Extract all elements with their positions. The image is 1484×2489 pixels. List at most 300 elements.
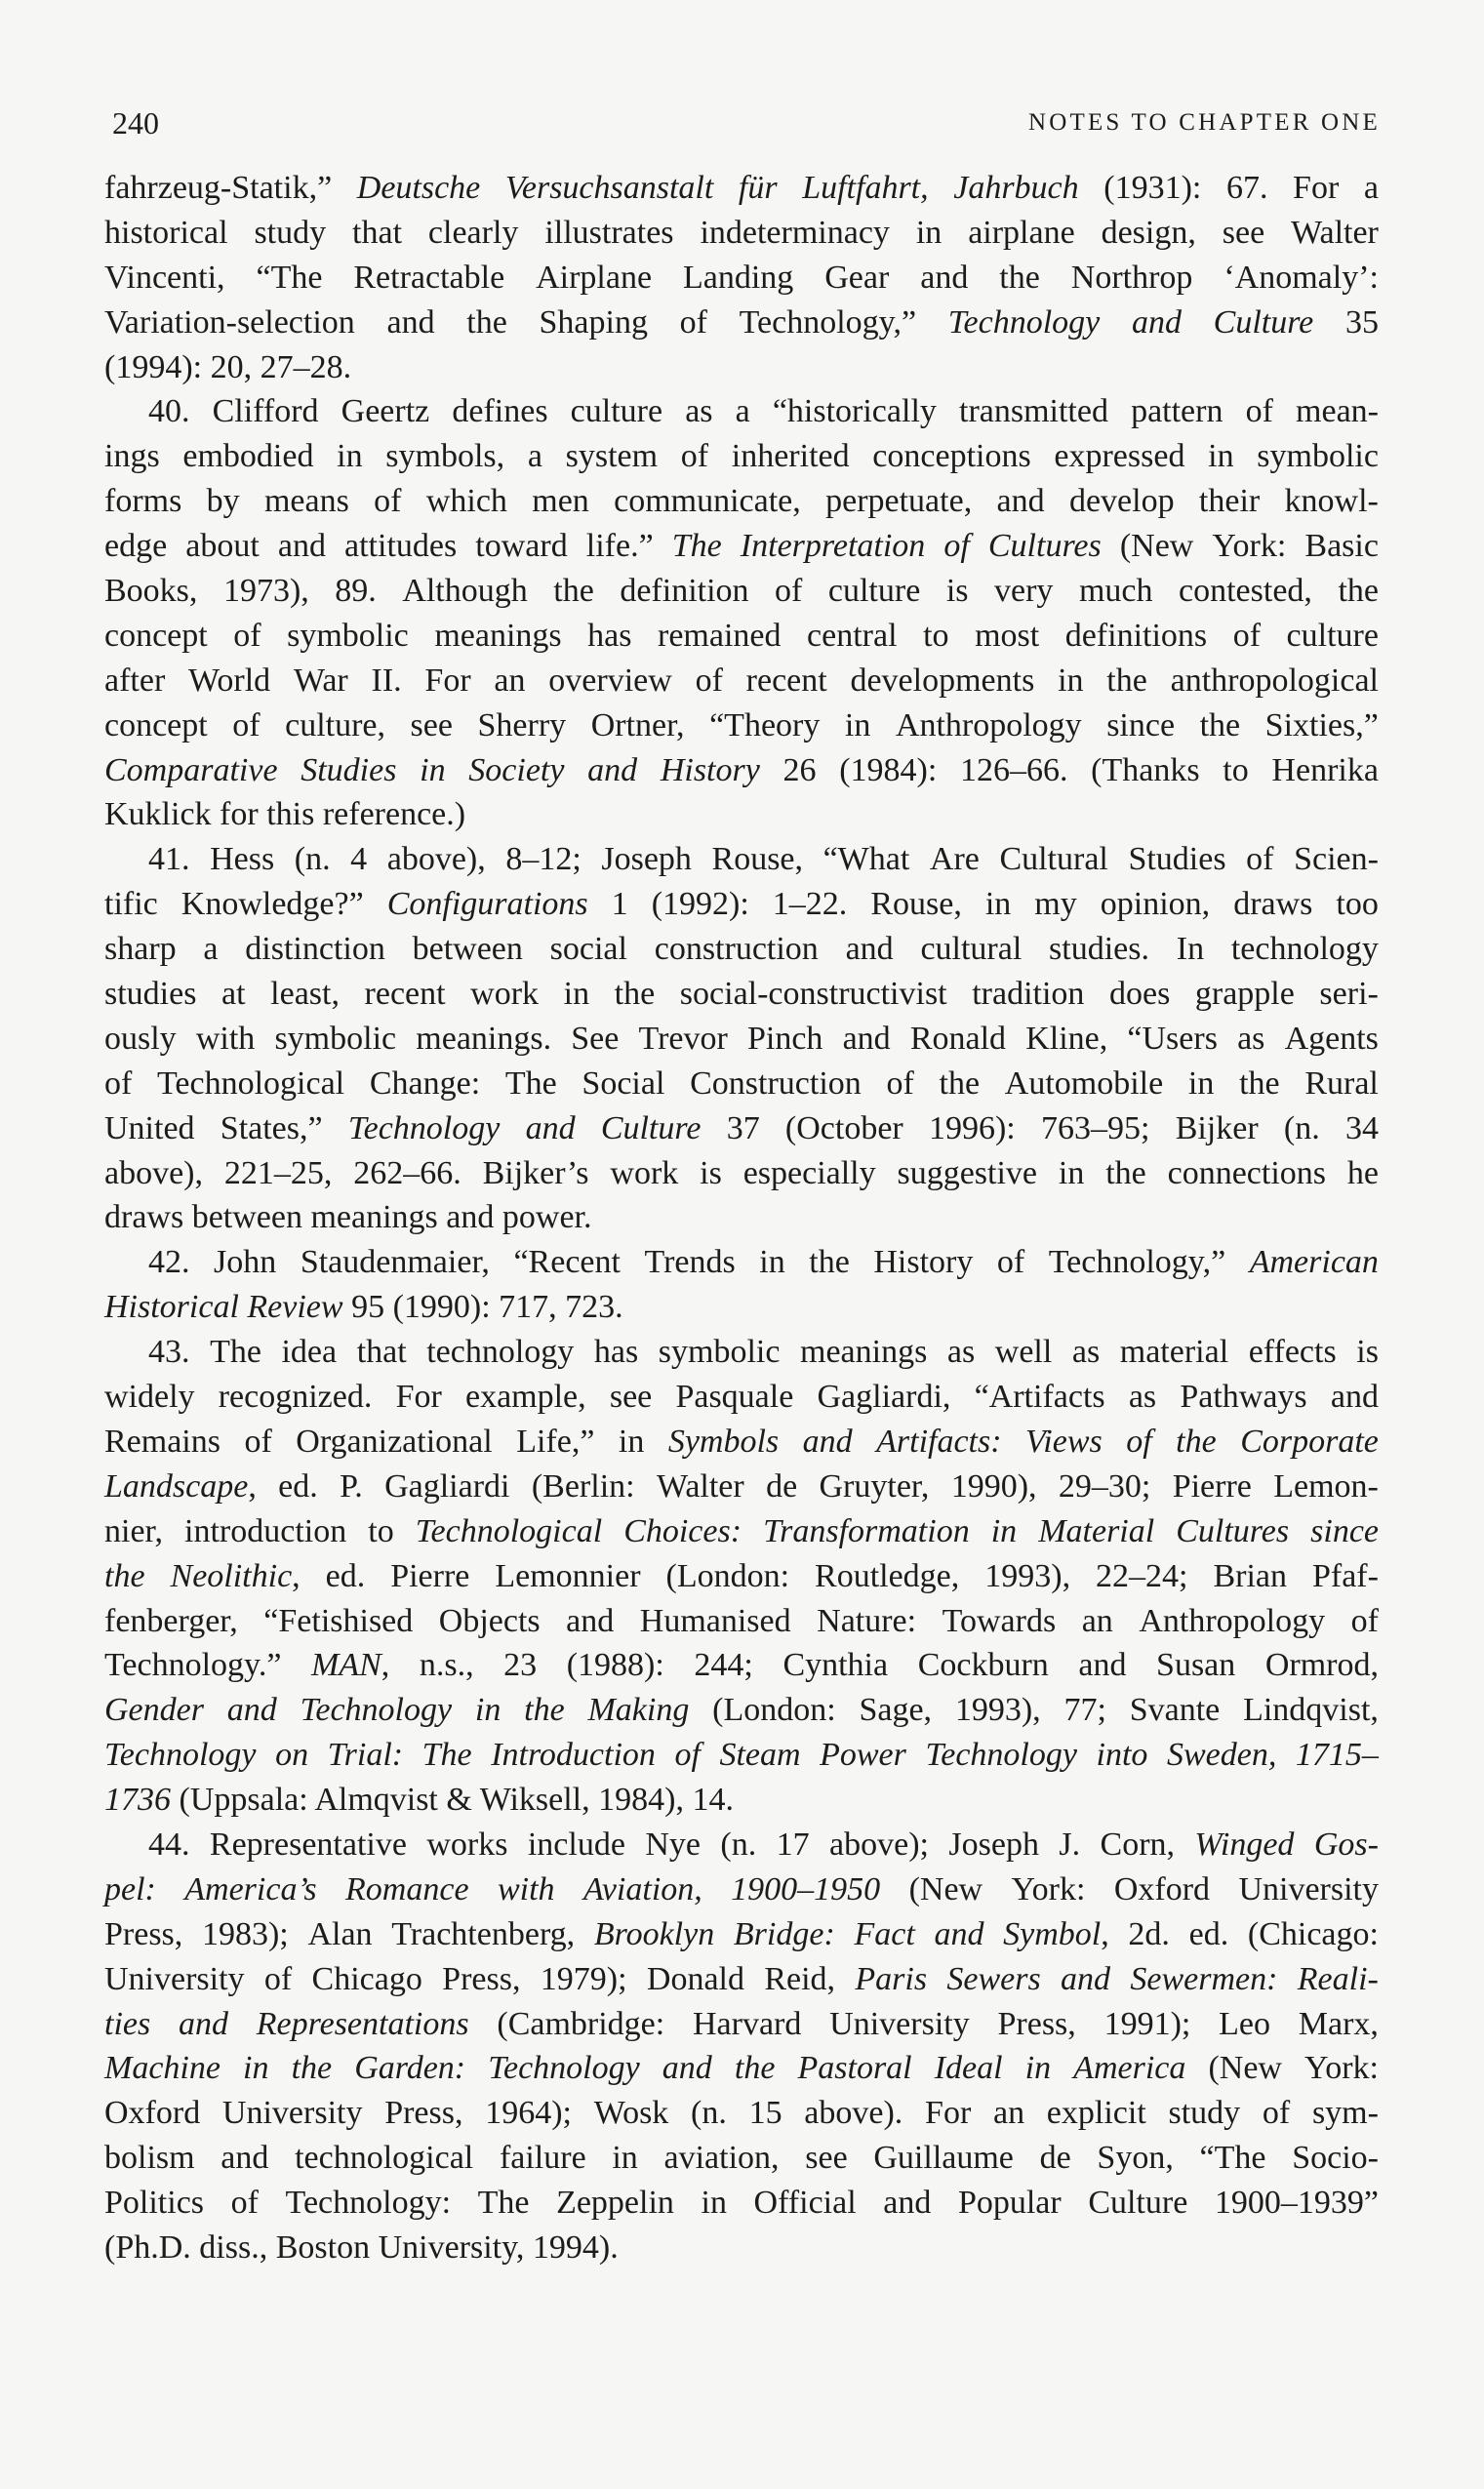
text-run: and [221,2140,269,2177]
word [850,659,1034,703]
italic-text: Corporate [1240,1423,1379,1460]
word [598,1782,684,1818]
word [683,256,793,301]
text-run: Susan [1156,1647,1236,1684]
word [658,614,782,659]
word [839,748,937,793]
word [820,1465,930,1509]
word [685,389,712,434]
word [199,2229,267,2266]
text-line [104,614,1379,659]
word [897,1151,1037,1196]
word [416,1017,551,1062]
text-run: edge [104,528,168,565]
word [426,1823,507,1867]
word [1298,1957,1379,2002]
text-run: (1992): [651,886,749,923]
word [416,1509,602,1554]
word [104,796,212,832]
word [439,1599,541,1644]
text-run: Construction [690,1064,862,1102]
text-run: developments [850,662,1035,699]
word [286,2181,451,2226]
text-run: social-constructivist [679,976,947,1013]
word [1025,2046,1051,2091]
word [807,614,898,659]
text-run: 26 [782,751,817,788]
word [245,927,385,972]
word [1287,614,1379,659]
text-run: Donald [646,1960,744,1997]
word [1292,2136,1379,2181]
text-run: 1984), [598,1782,684,1819]
running-head: NOTES TO CHAPTER ONE [1027,109,1381,136]
word [171,1554,301,1599]
word [1059,1151,1084,1196]
text-run: Shaping [539,303,648,341]
word [264,479,349,524]
word [1215,2181,1379,2226]
text-run: Press, [384,2095,463,2132]
italic-text: Neolithic [170,1557,293,1594]
word [104,614,208,659]
text-run: (1988): [566,1647,664,1684]
word [104,211,228,256]
text-run: Official [753,2185,857,2222]
italic-text: Sewermen: [1130,1960,1278,1997]
text-run: the [939,1064,981,1102]
text-run: “The [1199,2140,1266,2177]
word [104,1420,221,1465]
word [1106,659,1147,703]
text-run: Brian [1213,1557,1288,1594]
text-run: “Artifacts [974,1379,1105,1416]
text-run: attitudes [344,528,458,565]
word [312,1957,422,2002]
word [1296,389,1379,434]
word [1246,837,1273,882]
text-run: , [1101,1915,1109,1952]
word [210,1330,261,1375]
word [749,2091,782,2136]
text-run: study [254,214,327,251]
text-line [104,1823,1379,1867]
text-run: he [1346,1154,1379,1191]
word [1319,972,1378,1017]
word [424,659,470,703]
text-run: between [191,1199,302,1236]
text-run: include [527,1826,625,1863]
word [1078,1643,1126,1688]
word [1199,479,1260,524]
word [583,1867,702,1912]
text-run: illustrates [544,214,674,251]
word [210,837,274,882]
text-run: & [446,1782,472,1819]
word [148,1330,190,1375]
text-run: (1994): [104,348,203,385]
word [666,1554,790,1599]
word [1200,2136,1266,2181]
text-run: in [915,214,943,251]
word [1296,1733,1379,1778]
word [384,1465,509,1509]
text-run: Pfaf- [1311,1557,1379,1594]
word [1129,1375,1156,1420]
text-run: indeterminacy [700,214,890,251]
text-run: a [203,931,219,968]
word [747,1017,822,1062]
text-run: perpetuate, [825,483,973,520]
word [1173,1465,1252,1509]
word [452,389,547,434]
word [104,1957,245,2002]
text-run: (Chicago: [1247,1915,1379,1952]
text-line [104,345,1379,390]
text-run: 1996): [928,1109,1016,1146]
word [350,837,367,882]
word [502,1199,592,1235]
word [1176,1509,1289,1554]
word [1128,837,1225,882]
text-run: “Fetishised [263,1602,414,1639]
text-run: of [232,706,261,743]
text-run: (1990): [392,1289,491,1326]
italic-text: MAN [310,1647,381,1684]
italic-text: Steam [719,1737,801,1774]
text-run: Reid, [764,1960,836,1997]
word [1088,2181,1187,2226]
word [1248,1912,1379,1957]
text-run: 20, [210,348,253,385]
word [1003,1912,1109,1957]
italic-text: and [662,2050,712,2087]
word [1049,927,1149,972]
text-run: above); [829,1826,929,1863]
text-line [104,1599,1379,1644]
text-run: remained [658,617,782,654]
word [934,1912,983,1957]
word [843,1017,891,1062]
word [157,1062,344,1106]
italic-text: Historical [104,1289,239,1326]
text-run: n.s., [419,1647,474,1684]
text-run: Are [929,841,980,878]
text-run: Clifford [212,393,319,430]
text-run: 14. [692,1782,734,1819]
text-run: Press, [997,2005,1076,2042]
word [594,2091,669,2136]
italic-text: Power [820,1737,906,1774]
text-run: inherited [731,438,850,475]
word [639,1017,728,1062]
word [1126,1420,1151,1465]
word [1310,1509,1379,1554]
page-number: 240 [112,105,159,141]
text-run: Sage, [859,1692,933,1729]
word [571,1017,619,1062]
text-run: Lemon- [1273,1467,1379,1505]
word [104,1289,239,1325]
word [991,1509,1017,1554]
text-run: concept [104,706,208,743]
word [422,1733,472,1778]
word [680,301,707,345]
italic-text: Ideal [934,2050,1003,2087]
text-run: (n. [1283,1109,1320,1146]
word [955,1688,1041,1733]
text-run: Pasquale [675,1379,794,1416]
italic-text: Gos- [1313,1826,1379,1863]
word [221,1106,323,1151]
word [524,1688,565,1733]
text-run: Technology,” [739,303,917,341]
text-run: Socio- [1292,2140,1379,2177]
text-run: bolism [104,2140,195,2177]
text-run: See [571,1020,620,1057]
word [782,1643,888,1688]
word [387,882,588,927]
text-run: Wiksell, [479,1782,590,1819]
word [594,1912,714,1957]
text-run: ‘Anomaly’: [1223,259,1379,296]
word [873,1240,973,1285]
word [652,882,749,927]
text-run: suggestive [897,1154,1038,1191]
word [743,1151,876,1196]
italic-text: Choices: [623,1512,742,1549]
word [876,1420,1001,1465]
word [505,1062,557,1106]
text-line [104,1240,1379,1285]
italic-text: Artifacts: [876,1423,1002,1460]
word [232,703,260,748]
text-run: Sixties,” [1264,706,1379,743]
word [553,569,594,614]
word [647,1957,744,2002]
word [731,1867,880,1912]
text-run: Politics [104,2185,205,2222]
word [1130,1688,1221,1733]
word [1213,1554,1287,1599]
text-run: Popular [957,2185,1062,2222]
text-run: Although [402,573,528,610]
text-run: “The [256,259,323,296]
text-run: does [1108,976,1171,1013]
text-line [104,434,1379,479]
text-run: communicate, [614,483,801,520]
word [798,2046,912,2091]
text-run: their [1198,483,1261,520]
word [214,1240,276,1285]
word [1285,479,1379,524]
word [379,2229,525,2266]
word [104,1782,171,1818]
text-run: (Uppsala: [179,1782,308,1819]
italic-text: Society [468,751,565,788]
word [104,569,197,614]
word [732,434,850,479]
text-run: of [1232,617,1262,654]
notes-body [104,166,1379,2270]
text-run: History [873,1244,974,1281]
word [1304,524,1379,569]
text-run: Ronald [909,1020,1007,1057]
text-run: 1983); [201,1915,289,1952]
italic-text: the [1176,1423,1217,1460]
text-run: Change: [369,1064,481,1102]
word [690,1062,862,1106]
word [231,2181,259,2226]
word [803,1420,853,1465]
word [645,1240,736,1285]
word [947,1330,975,1375]
word [281,1330,337,1375]
word [148,389,190,434]
text-run: Trevor [638,1020,728,1057]
word [244,1420,271,1465]
text-run: University [104,1960,245,1997]
italic-text: and [934,1915,984,1952]
text-run: of [1262,2095,1291,2132]
word [997,479,1045,524]
word [485,2091,572,2136]
word [940,1062,981,1106]
word [773,882,848,927]
word [213,389,319,434]
text-run: the [1239,1064,1280,1102]
text-run: (1984): [839,751,938,788]
word [1101,882,1210,927]
word [766,1465,797,1509]
italic-text: the [524,1692,565,1729]
text-run: tradition [972,976,1085,1013]
text-run: 27–28. [260,348,352,385]
word [817,1599,916,1644]
italic-text: the [734,2050,776,2087]
word [968,211,1075,256]
italic-text: Studies [301,751,397,788]
word [341,389,430,434]
text-run: In [1176,931,1205,968]
word [1101,1823,1176,1867]
word [223,569,309,614]
word [247,1289,342,1325]
text-run: ings [104,438,160,475]
word [601,837,692,882]
word [1233,882,1312,927]
text-run: , [248,1467,257,1505]
text-run: seri- [1319,976,1379,1013]
word [601,1106,702,1151]
word [610,1151,678,1196]
text-run: in [1187,1064,1215,1102]
italic-text: Reali- [1297,1960,1379,1997]
word [184,1867,316,1912]
word [859,1688,932,1733]
word [505,837,581,882]
word [1304,2046,1379,2091]
word [1179,569,1312,614]
text-run: develop [1068,483,1175,520]
word [668,1420,779,1465]
text-run: of [1350,1602,1379,1639]
word [1047,2091,1146,2136]
italic-text: and [226,1692,277,1729]
text-run: in [612,2140,638,2177]
word [1219,2002,1270,2047]
italic-text: Views [1025,1423,1103,1460]
italic-text: Interpretation [740,528,926,565]
italic-text: and [802,1423,853,1460]
word [1176,1420,1217,1465]
text-run: For [1293,170,1340,206]
text-run: “What [822,841,910,878]
word [712,837,804,882]
word [975,614,1039,659]
italic-text: with [497,1870,555,1907]
italic-text: Culture [1213,303,1314,341]
word [567,1643,664,1688]
word [104,882,158,927]
text-run: of [1245,393,1273,430]
word [104,1867,156,1912]
word [1226,166,1268,211]
word [503,1643,537,1688]
word [220,796,259,832]
text-run: explicit [1046,2095,1146,2132]
italic-text: Symbol [1003,1915,1102,1952]
word [566,1599,614,1644]
text-run: is [1356,1334,1379,1371]
word [918,1643,1049,1688]
word [446,1199,494,1235]
text-run: toward [475,528,568,565]
word [1025,1017,1107,1062]
text-run: social [549,931,627,968]
word [1025,1420,1103,1465]
word [393,1289,491,1325]
italic-text: Romance [345,1870,469,1907]
text-run: Basic [1304,528,1379,565]
word [104,349,202,385]
word [478,703,567,748]
text-run: Knowledge?” [180,886,364,923]
text-run: in [1058,662,1084,699]
text-run: Svante [1129,1692,1221,1729]
text-run: Landing [683,259,794,296]
text-run: “historically [772,393,937,430]
word [1314,1823,1379,1867]
text-line [104,837,1379,882]
word [203,927,218,972]
text-run: 1964); [485,2095,572,2132]
text-run: Books, [104,573,198,610]
text-line [104,1375,1379,1420]
word [1105,1151,1146,1196]
word [1293,166,1339,211]
word [1120,1330,1228,1375]
word [221,2136,268,2181]
word [344,524,457,569]
text-run: Technology,” [1048,1244,1226,1281]
word [354,2046,465,2091]
word [746,659,827,703]
word [104,301,355,345]
word [351,1289,384,1325]
text-run: Agents [1284,1020,1379,1057]
word [548,659,672,703]
